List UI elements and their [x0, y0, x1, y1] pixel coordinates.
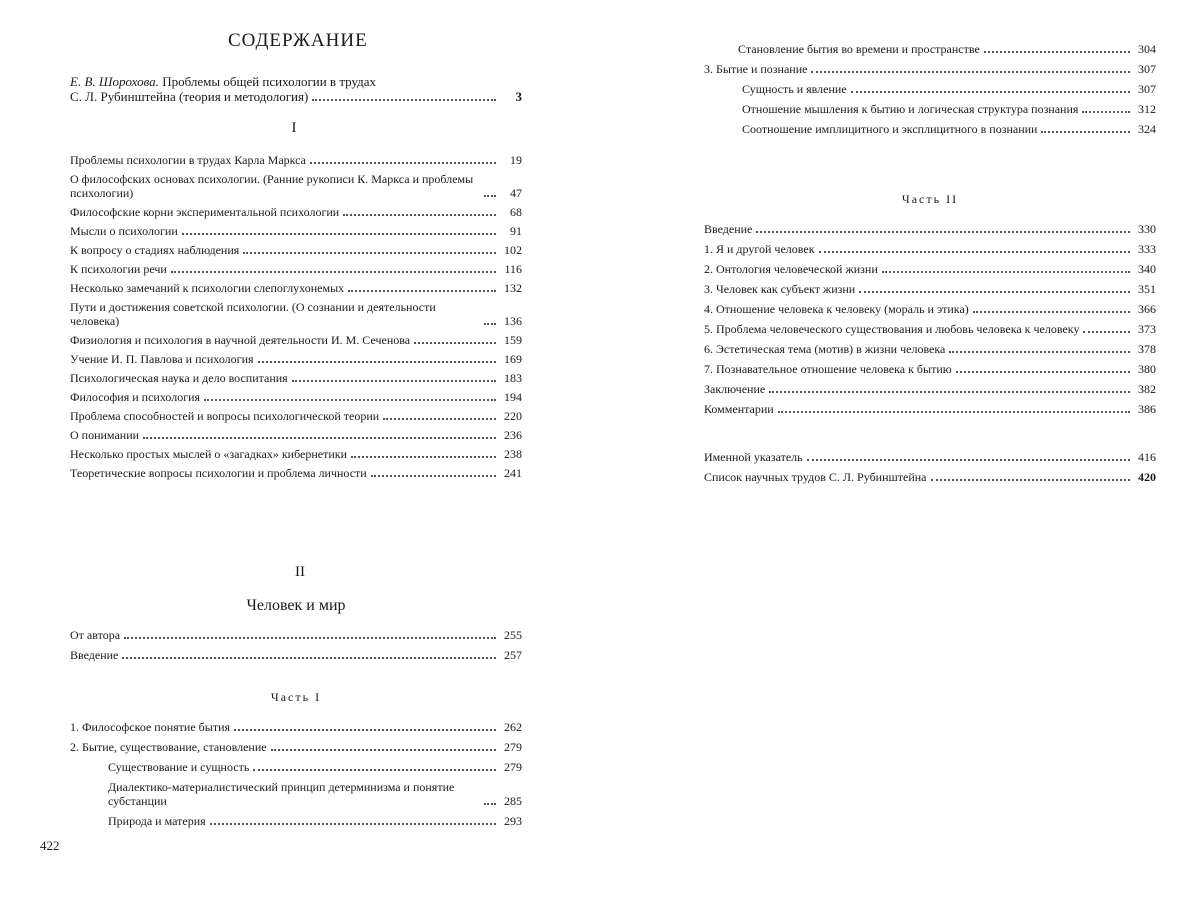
toc-entry-page: 416: [1138, 450, 1156, 464]
toc-entry-title: 3. Человек как субъект жизни: [704, 282, 856, 296]
toc-entry-title: Существование и сущность: [108, 760, 250, 774]
toc-entry-page: 236: [504, 428, 522, 442]
leader-dots: [973, 311, 1130, 313]
leader-dots: [234, 729, 496, 731]
page-number: 422: [40, 838, 60, 853]
toc-entry: [70, 300, 522, 328]
leader-dots: [484, 195, 496, 197]
leader-dots: [851, 91, 1130, 93]
leader-dots: [811, 71, 1130, 73]
leader-dots: [1041, 131, 1130, 133]
toc-entry-title: Мысли о психологии: [70, 224, 178, 238]
toc-entry-page: 330: [1138, 222, 1156, 236]
leader-dots: [383, 418, 496, 420]
leader-dots: [312, 99, 496, 101]
intro-title-start: Проблемы общей психологии в трудах: [162, 74, 377, 89]
toc-entry-page: 19: [510, 153, 522, 167]
leader-dots: [984, 51, 1130, 53]
toc-entry: [70, 371, 522, 385]
toc-entry: [704, 102, 1156, 116]
leader-dots: [1083, 331, 1130, 333]
leader-dots: [210, 823, 496, 825]
leader-dots: [351, 456, 496, 458]
leader-dots: [819, 251, 1130, 253]
part-1-heading: Часть I: [270, 690, 322, 704]
leader-dots: [143, 437, 496, 439]
toc-entry-title: Комментарии: [704, 402, 774, 416]
toc-entry-title: Теоретические вопросы психологии и проблема личности: [70, 466, 367, 480]
toc-entry-page: 380: [1138, 362, 1156, 376]
intro-title-end: С. Л. Рубинштейна (теория и методология): [70, 89, 309, 104]
toc-entry: [70, 814, 522, 828]
toc-entry-title: Список научных трудов С. Л. Рубинштейна: [704, 470, 927, 484]
toc-entry-title: Введение: [70, 648, 119, 662]
toc-entry: [70, 333, 522, 347]
toc-entry: [704, 382, 1156, 396]
toc-entry-title: 6. Эстетическая тема (мотив) в жизни человека: [704, 342, 946, 356]
toc-entry-page: 132: [504, 281, 522, 295]
toc-entry-title: 1. Философское понятие бытия: [70, 720, 231, 734]
toc-entry-title: 3. Бытие и познание: [704, 62, 808, 76]
toc-entry-page: 194: [504, 390, 522, 404]
toc-entry-page: 378: [1138, 342, 1156, 356]
toc-entry-page: 285: [504, 794, 522, 808]
leader-dots: [292, 380, 496, 382]
toc-entry-page: 373: [1138, 322, 1156, 336]
toc-entry-title: Философские корни экспериментальной психологии: [70, 205, 340, 219]
toc-entry-page: 333: [1138, 242, 1156, 256]
part-1-list: [70, 720, 522, 828]
toc-entry: [70, 409, 522, 423]
toc-entry-title: Отношение мышления к бытию и логическая структура познания: [742, 102, 1079, 116]
leader-dots: [484, 803, 496, 805]
toc-entry-title: Диалектико-материалистический принцип детерминизма и понятие субстанции: [108, 780, 455, 808]
toc-entry-page: 382: [1138, 382, 1156, 396]
toc-entry: [70, 428, 522, 442]
toc-entry: [70, 760, 522, 774]
toc-entry-page: 351: [1138, 282, 1156, 296]
toc-entry: [704, 342, 1156, 356]
toc-entry-page: 366: [1138, 302, 1156, 316]
toc-entry-title: Несколько простых мыслей о «загадках» кибернетики: [70, 447, 348, 461]
toc-entry: [704, 242, 1156, 256]
toc-entry-page: 159: [504, 333, 522, 347]
leader-dots: [882, 271, 1130, 273]
leader-dots: [171, 271, 496, 273]
section-1-list: [70, 153, 522, 480]
leader-dots: [204, 399, 496, 401]
toc-entry: [70, 224, 522, 238]
toc-entry-title: Проблемы психологии в трудах Карла Маркса: [70, 153, 306, 167]
toc-entry-title: 1. Я и другой человек: [704, 242, 815, 256]
toc-entry-title: 2. Бытие, существование, становление: [70, 740, 267, 754]
toc-entry-title: Введение: [704, 222, 753, 236]
part-2-list: [704, 222, 1156, 416]
leader-dots: [414, 342, 496, 344]
leader-dots: [769, 391, 1130, 393]
toc-entry: [70, 780, 522, 808]
leader-dots: [859, 291, 1130, 293]
toc-entry: [704, 62, 1156, 76]
toc-entry: [704, 302, 1156, 316]
leader-dots: [124, 637, 496, 639]
toc-entry-page: 386: [1138, 402, 1156, 416]
intro-line-1: [70, 74, 522, 89]
toc-entry: [70, 205, 522, 219]
leader-dots: [756, 231, 1130, 233]
part-1-continued-list: [704, 42, 1156, 136]
toc-entry-title: Философия и психология: [70, 390, 201, 404]
toc-entry-page: 183: [504, 371, 522, 385]
toc-entry: [70, 172, 522, 200]
toc-entry-page: 324: [1138, 122, 1156, 136]
leader-dots: [122, 657, 496, 659]
leader-dots: [484, 323, 496, 325]
toc-entry-page: 307: [1138, 82, 1156, 96]
toc-entry-page: 91: [510, 224, 522, 238]
toc-entry: [70, 740, 522, 754]
toc-entry-title: Заключение: [704, 382, 766, 396]
leader-dots: [778, 411, 1130, 413]
leader-dots: [956, 371, 1130, 373]
toc-entry-title: Несколько замечаний к психологии слепоглухонемых: [70, 281, 345, 295]
intro-line-2: [70, 89, 522, 104]
leader-dots: [949, 351, 1130, 353]
toc-entry: [704, 402, 1156, 416]
toc-entry: [70, 352, 522, 366]
toc-entry-title: Становление бытия во времени и пространстве: [738, 42, 980, 56]
toc-entry-title: 4. Отношение человека к человеку (мораль и этика): [704, 302, 969, 316]
toc-entry: [704, 322, 1156, 336]
toc-entry-page: 257: [504, 648, 522, 662]
intro-author: Е. В. Шорохова.: [70, 74, 159, 89]
leader-dots: [343, 214, 496, 216]
leader-dots: [807, 459, 1130, 461]
section-2-front-list: [70, 628, 522, 662]
toc-entry-page: 102: [504, 243, 522, 257]
leader-dots: [182, 233, 496, 235]
toc-entry: [70, 153, 522, 167]
toc-entry: [704, 450, 1156, 464]
toc-entry: [70, 262, 522, 276]
toc-entry-page: 279: [504, 740, 522, 754]
toc-entry: [70, 281, 522, 295]
leader-dots: [348, 290, 496, 292]
toc-entry: [704, 222, 1156, 236]
toc-entry: [704, 282, 1156, 296]
intro-entry: [70, 74, 522, 104]
section-2-subtitle: Человек и мир: [246, 597, 346, 614]
section-2-numeral: II: [295, 564, 305, 580]
toc-entry-page: 307: [1138, 62, 1156, 76]
leader-dots: [253, 769, 496, 771]
leader-dots: [371, 475, 496, 477]
toc-entry: [70, 720, 522, 734]
toc-entry: [70, 648, 522, 662]
toc-entry: [704, 42, 1156, 56]
toc-entry-title: Природа и материя: [108, 814, 206, 828]
intro-page: 3: [515, 89, 522, 104]
toc-entry-title: О понимании: [70, 428, 140, 442]
toc-entry-title: Психологическая наука и дело воспитания: [70, 371, 288, 385]
toc-entry: [70, 466, 522, 480]
toc-entry-page: 293: [504, 814, 522, 828]
toc-entry-page: 241: [504, 466, 522, 480]
toc-entry-page: 238: [504, 447, 522, 461]
toc-entry-page: 116: [504, 262, 522, 276]
toc-entry-page: 136: [504, 314, 522, 328]
toc-entry-title: Сущность и явление: [742, 82, 847, 96]
section-1-numeral: I: [291, 120, 297, 136]
toc-entry-title: Пути и достижения советской психологии. (О сознании и деятельности человека): [70, 300, 436, 328]
toc-entry-page: 312: [1138, 102, 1156, 116]
leader-dots: [310, 162, 496, 164]
part-2-heading: Часть II: [901, 192, 959, 206]
leader-dots: [243, 252, 496, 254]
leader-dots: [258, 361, 496, 363]
toc-entry: [704, 262, 1156, 276]
toc-entry-title: Именной указатель: [704, 450, 803, 464]
toc-entry-title: От автора: [70, 628, 121, 642]
toc-entry-title: Проблема способностей и вопросы психологической теории: [70, 409, 380, 423]
toc-entry-title: К психологии речи: [70, 262, 167, 276]
toc-entry: [70, 628, 522, 642]
toc-entry: [704, 82, 1156, 96]
toc-entry-title: Учение И. П. Павлова и психология: [70, 352, 254, 366]
toc-entry-page: 255: [504, 628, 522, 642]
toc-entry: [704, 122, 1156, 136]
toc-entry: [704, 362, 1156, 376]
toc-entry-title: О философских основах психологии. (Ранние рукописи К. Маркса и проблемы психологии): [70, 172, 474, 200]
leader-dots: [1082, 111, 1130, 113]
toc-entry-page: 420: [1138, 470, 1156, 484]
toc-entry-page: 304: [1138, 42, 1156, 56]
back-matter-list: [704, 450, 1156, 484]
page-title: СОДЕРЖАНИЕ: [228, 30, 368, 51]
toc-entry-page: 220: [504, 409, 522, 423]
right-page: [600, 0, 1200, 901]
toc-entry: [70, 447, 522, 461]
leader-dots: [931, 479, 1131, 481]
toc-entry-page: 169: [504, 352, 522, 366]
toc-entry-title: Физиология и психология в научной деятельности И. М. Сеченова: [70, 333, 411, 347]
toc-entry: [70, 390, 522, 404]
toc-entry-title: 7. Познавательное отношение человека к бытию: [704, 362, 952, 376]
toc-entry-page: 262: [504, 720, 522, 734]
toc-entry-title: 5. Проблема человеческого существования и любовь человека к человеку: [704, 322, 1080, 336]
toc-entry-page: 279: [504, 760, 522, 774]
toc-entry-page: 47: [510, 186, 522, 200]
leader-dots: [271, 749, 496, 751]
toc-entry: [704, 470, 1156, 484]
toc-entry: [70, 243, 522, 257]
toc-entry-title: 2. Онтология человеческой жизни: [704, 262, 878, 276]
toc-entry-title: К вопросу о стадиях наблюдения: [70, 243, 240, 257]
toc-entry-page: 340: [1138, 262, 1156, 276]
toc-entry-title: Соотношение имплицитного и эксплицитного в познании: [742, 122, 1038, 136]
toc-entry-page: 68: [510, 205, 522, 219]
